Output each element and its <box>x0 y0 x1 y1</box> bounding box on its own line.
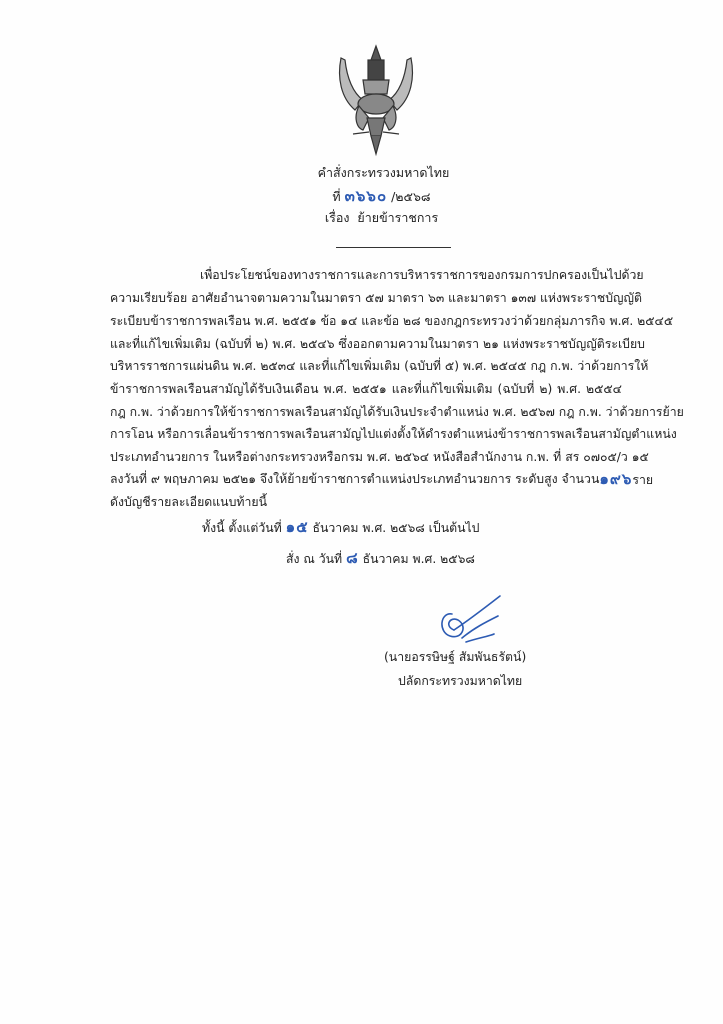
effective-prefix: ทั้งนี้ ตั้งแต่วันที่ <box>202 521 282 535</box>
subject-text: ย้ายข้าราชการ <box>357 210 439 225</box>
body-line-10 <box>110 470 654 489</box>
order-date-line <box>286 549 475 568</box>
order-subject <box>20 209 723 227</box>
signature-icon <box>432 592 512 652</box>
count-suffix: ราย <box>632 473 654 487</box>
body-line-5: บริหารราชการแผ่นดิน พ.ศ. ๒๕๓๔ และที่แก้ไขเพิ่มเติม (ฉบับที่ ๕) พ.ศ. ๒๕๔๕ กฎ ก.พ. ว่าด้วยการให้ <box>110 359 649 373</box>
garuda-emblem-icon <box>333 38 419 158</box>
number-prefix: ที่ <box>332 189 341 204</box>
body-line-1: เพื่อประโยชน์ของทางราชการและการบริหารราชการของกรมการปกครองเป็นไปด้วย <box>200 268 644 282</box>
body-line-3: ระเบียบข้าราชการพลเรือน พ.ศ. ๒๕๕๑ ข้อ ๑๔ และข้อ ๒๘ ของกฎกระทรวงว่าด้วยกลุ่มภารกิจ พ.ศ. ๒๕๔๕ <box>110 314 674 328</box>
subject-label: เรื่อง <box>324 210 350 225</box>
signatory-title: ปลัดกระทรวงมหาดไทย <box>398 674 523 688</box>
handwritten-count: ๑๙๖ <box>599 470 633 488</box>
body-line-8: การโอน หรือการเลื่อนข้าราชการพลเรือนสามัญไปแต่งตั้งให้ดำรงตำแหน่งข้าราชการพลเรือนสามัญตำแหน่ง <box>110 427 677 441</box>
transfer-count <box>599 470 653 489</box>
body-line-7: กฎ ก.พ. ว่าด้วยการให้ข้าราชการพลเรือนสามัญได้รับเงินประจำตำแหน่ง พ.ศ. ๒๕๖๗ กฎ ก.พ. ว่าด้วยการย้าย <box>110 405 684 419</box>
ordered-prefix: สั่ง ณ วันที่ <box>286 552 343 566</box>
handwritten-order-number: ๓๖๖๐ <box>344 187 388 205</box>
signatory-name: (นายอรรษิษฐ์ สัมพันธรัตน์) <box>384 650 527 664</box>
body-line-2: ความเรียบร้อย อาศัยอำนาจตามความในมาตรา ๕๗ มาตรา ๖๓ และมาตรา ๑๓๗ แห่งพระราชบัญญัติ <box>110 291 642 305</box>
effective-suffix: ธันวาคม พ.ศ. ๒๕๖๘ เป็นต้นไป <box>312 521 480 535</box>
body-line-11: ดังบัญชีรายละเอียดแนบท้ายนี้ <box>110 495 268 509</box>
handwritten-effective-day: ๑๕ <box>285 518 309 536</box>
body-line-6: ข้าราชการพลเรือนสามัญได้รับเงินเดือน พ.ศ. ๒๕๕๑ และที่แก้ไขเพิ่มเติม (ฉบับที่ ๒) พ.ศ. ๒๕๕๔ <box>110 382 622 396</box>
body-line-10-text: ลงวันที่ ๙ พฤษภาคม ๒๕๒๑ จึงให้ย้ายข้าราชการตำแหน่งประเภทอำนวยการ ระดับสูง จำนวน <box>110 472 600 486</box>
handwritten-order-day: ๘ <box>346 549 359 567</box>
ordered-suffix: ธันวาคม พ.ศ. ๒๕๖๘ <box>362 552 475 566</box>
number-suffix: /๒๕๖๘ <box>391 189 431 204</box>
body-line-4: และที่แก้ไขเพิ่มเติม (ฉบับที่ ๒) พ.ศ. ๒๕๔๖ ซึ่งออกตามความในมาตรา ๒๑ แห่งพระราชบัญญัติระเบียบ <box>110 337 645 351</box>
body-line-9: ประเภทอำนวยการ ในหรือต่างกระทรวงหรือกรม พ.ศ. ๒๕๖๔ หนังสือสำนักงาน ก.พ. ที่ สร ๐๗๐๕/ว ๑๕ <box>110 450 649 464</box>
order-issuer: คำสั่งกระทรวงมหาดไทย <box>317 165 450 180</box>
order-number <box>20 187 723 206</box>
header-divider <box>336 247 451 248</box>
effective-date-line <box>202 518 479 537</box>
